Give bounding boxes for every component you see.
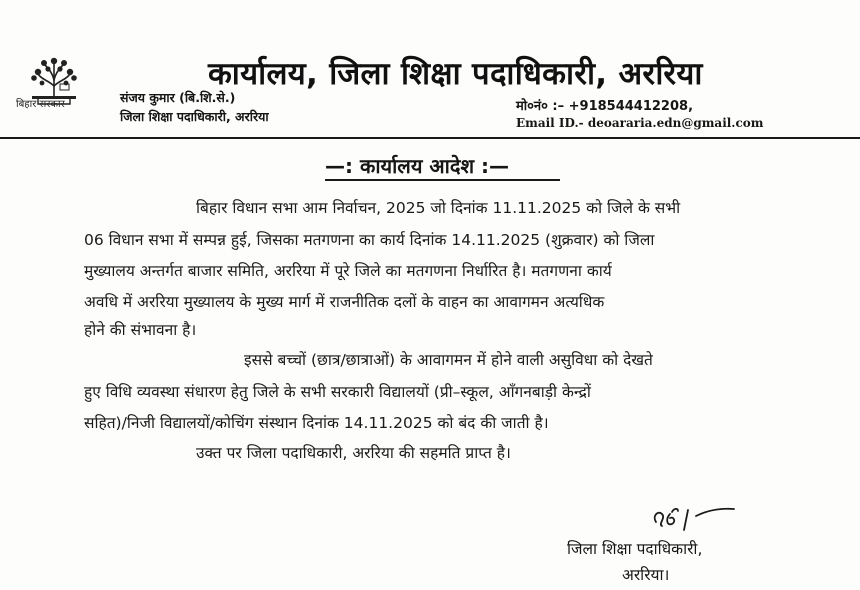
paragraph3-line: उक्त पर जिला पदाधिकारी, अररिया की सहमति प्राप्त है।	[196, 444, 511, 462]
paragraph1-line: 06 विधान सभा में सम्पन्न हुई, जिसका मतगणना का कार्य दिनांक 14.11.2025 (शुक्रवार) को जिला	[84, 231, 655, 249]
emblem-caption: बिहार सरकार	[16, 99, 65, 110]
email-address: Email ID.- deoararia.edn@gmail.com	[516, 116, 764, 130]
order-heading: —: कार्यालय आदेश :—	[325, 154, 510, 178]
officer-name: संजय कुमार (बि.शि.से.)	[120, 90, 236, 105]
paragraph1-line: अवधि में अररिया मुख्यालय के मुख्य मार्ग में राजनीतिक दलों के वाहन का आवागमन अत्यधिक	[84, 293, 605, 311]
header-divider	[0, 137, 860, 139]
paragraph2-line: इससे बच्चों (छात्र/छात्राओं) के आवागमन में होने वाली असुविधा को देखते	[244, 351, 653, 369]
handwritten-signature-icon	[648, 502, 738, 532]
officer-designation: जिला शिक्षा पदाधिकारी, अररिया	[120, 109, 269, 124]
signatory-designation: जिला शिक्षा पदाधिकारी,	[567, 540, 703, 558]
mobile-number: मो०नं० :– +918544412208,	[516, 99, 694, 114]
paragraph2-line: सहित)/निजी विद्यालयों/कोचिंग संस्थान दिनांक 14.11.2025 को बंद की जाती है।	[84, 414, 549, 432]
paragraph1-line: होने की संभावना है।	[84, 321, 197, 339]
paragraph2-line: हुए विधि व्यवस्था संधारण हेतु जिले के सभी सरकारी विद्यालयों (प्री–स्कूल, आँगनबाड़ी केन्द्रों	[84, 383, 591, 401]
paragraph1-line: बिहार विधान सभा आम निर्वाचन, 2025 जो दिनांक 11.11.2025 को जिले के सभी	[196, 199, 681, 217]
paragraph1-line: मुख्यालय अन्तर्गत बाजार समिति, अररिया में पूरे जिले का मतगणना निर्धारित है। मतगणना कार्य	[84, 262, 612, 280]
office-title: कार्यालय, जिला शिक्षा पदाधिकारी, अररिया	[208, 56, 703, 92]
order-heading-underline	[325, 179, 560, 181]
signatory-place: अररिया।	[622, 566, 670, 584]
